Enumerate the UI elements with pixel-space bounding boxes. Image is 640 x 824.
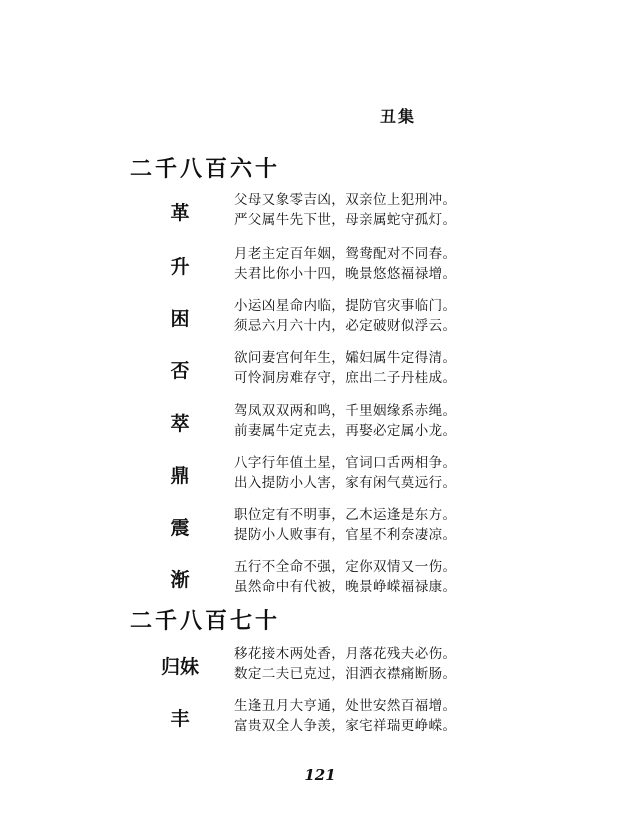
verse-entry bbox=[0, 190, 640, 240]
verse-line: 驾凤双双两和鸣，千里姻缘系赤绳。 bbox=[234, 403, 457, 419]
verse-line: 夫君比你小十四，晚景悠悠福禄增。 bbox=[234, 266, 457, 282]
verse-text bbox=[234, 557, 456, 597]
verse-text bbox=[234, 190, 456, 230]
verse-text bbox=[234, 505, 456, 545]
verse-line: 前妻属牛定克去，再娶必定属小龙。 bbox=[234, 423, 457, 439]
gua-name: 渐 bbox=[170, 569, 190, 591]
verse-entry bbox=[0, 644, 640, 694]
verse-line: 五行不全命不强，定你双情又一伤。 bbox=[234, 559, 457, 575]
verse-line: 月老主定百年姻，鸳鸯配对不同春。 bbox=[234, 246, 457, 262]
verse-text bbox=[234, 296, 456, 336]
verse-entry bbox=[0, 296, 640, 346]
gua-name: 升 bbox=[170, 256, 190, 278]
verse-text bbox=[234, 244, 456, 284]
verse-entry bbox=[0, 453, 640, 503]
gua-name: 丰 bbox=[170, 708, 190, 730]
verse-line: 欲问妻宫何年生，孀妇属牛定得清。 bbox=[234, 350, 457, 366]
verse-entry bbox=[0, 557, 640, 607]
verse-entry bbox=[0, 401, 640, 451]
page-header: 丑集 bbox=[380, 107, 417, 126]
verse-line: 严父属牛先下世，母亲属蛇守孤灯。 bbox=[234, 212, 457, 228]
section-title: 二千八百六十 bbox=[130, 156, 281, 182]
verse-line: 提防小人败事有，官星不利奈凄凉。 bbox=[234, 527, 457, 543]
verse-line: 职位定有不明事，乙木运逢是东方。 bbox=[234, 507, 457, 523]
verse-entry bbox=[0, 244, 640, 294]
verse-line: 生逢丑月大亨通，处世安然百福增。 bbox=[234, 698, 457, 714]
verse-entry bbox=[0, 505, 640, 555]
gua-name: 萃 bbox=[170, 413, 190, 435]
gua-name: 震 bbox=[170, 517, 190, 539]
verse-line: 富贵双全人争羡，家宅祥瑞更峥嵘。 bbox=[234, 718, 457, 734]
gua-name: 鼎 bbox=[170, 465, 190, 487]
gua-name: 革 bbox=[170, 202, 190, 224]
verse-text bbox=[234, 453, 456, 493]
verse-line: 须忌六月六十内，必定破财似浮云。 bbox=[234, 318, 457, 334]
verse-line: 小运凶星命内临，提防官灾事临门。 bbox=[234, 298, 457, 314]
verse-line: 可怜洞房难存守，庶出二子丹桂成。 bbox=[234, 370, 457, 386]
verse-line: 虽然命中有代被，晚景峥嵘福禄康。 bbox=[234, 579, 457, 595]
verse-line: 父母又象零吉凶，双亲位上犯刑冲。 bbox=[234, 192, 457, 208]
gua-name: 归妹 bbox=[160, 656, 199, 678]
verse-line: 移花接木两处香，月落花残夫必伤。 bbox=[234, 646, 457, 662]
verse-entry bbox=[0, 696, 640, 746]
verse-line: 出入提防小人害，家有闲气莫远行。 bbox=[234, 475, 457, 491]
verse-line: 数定二夫已克过，泪洒衣襟痛断肠。 bbox=[234, 666, 457, 682]
verse-text bbox=[234, 644, 456, 684]
page-number: 121 bbox=[304, 766, 336, 784]
gua-name: 困 bbox=[170, 308, 190, 330]
verse-text bbox=[234, 401, 456, 441]
verse-text bbox=[234, 696, 456, 736]
verse-text bbox=[234, 348, 456, 388]
section-title: 二千八百七十 bbox=[130, 608, 281, 634]
verse-entry bbox=[0, 348, 640, 398]
verse-line: 八字行年值土星，官词口舌两相争。 bbox=[234, 455, 457, 471]
gua-name: 否 bbox=[170, 360, 190, 382]
